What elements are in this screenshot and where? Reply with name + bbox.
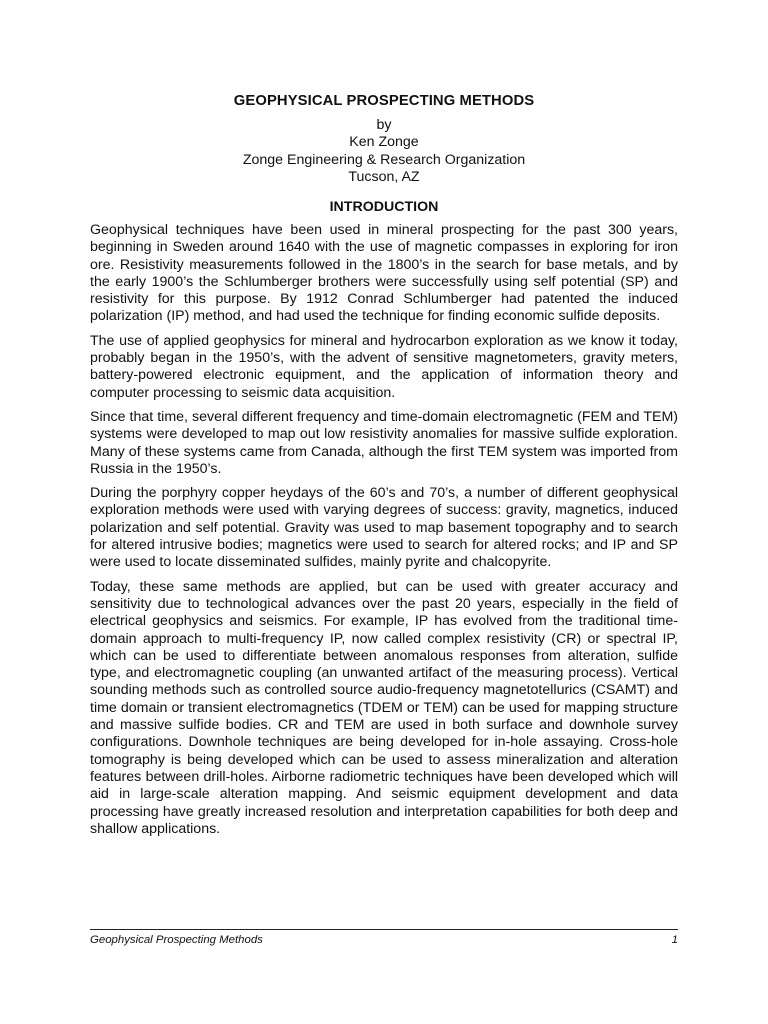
section-heading: INTRODUCTION	[329, 199, 439, 216]
page-footer	[90, 929, 678, 947]
paragraph: Today, these same methods are applied, but can be used with greater accuracy and sensitivity due to technological advances over the past 20 years, especially in the field of electrical geophysics and seismics. For example, IP has evolved from the traditional time-domain approach to multi-frequency IP, now called complex resistivity (CR) or spectral IP, which can be used to differentiate between anomalous responses from alteration, sulfide type, and electromagnetic coupling (an unwanted artifact of the measuring process). Vertical sounding methods such as controlled source audio-frequency magnetotellurics (CSAMT) and time domain or transient electromagnetics (TDEM or TEM) can be used for mapping structure and massive sulfide bodies. CR and TEM are used in both surface and downhole survey configurations. Downhole techniques are being developed for in-hole assaying. Cross-hole tomography is being developed which can be used to assess mineralization and alteration features between drill-holes. Airborne radiometric techniques have been developed which will aid in large-scale alteration mapping. And seismic equipment development and data processing have greatly increased resolution and interpretation capabilities for both deep and shallow applications.	[90, 578, 678, 837]
byline	[90, 117, 678, 186]
title-block	[90, 90, 678, 218]
paragraph: During the porphyry copper heydays of the 60’s and 70’s, a number of different geophysical exploration methods were used with varying degrees of success: gravity, magnetics, induced polarization and self potential. Gravity was used to map basement topography and to search for altered intrusive bodies; magnetics were used to search for altered rocks; and IP and SP were used to locate disseminated sulfides, mainly pyrite and chalcopyrite.	[90, 485, 678, 571]
author-organization: Zonge Engineering & Research Organization	[242, 151, 526, 168]
paragraph: Since that time, several different frequency and time-domain electromagnetic (FEM and TEM) systems were developed to map out low resistivity anomalies for massive sulfide exploration. Many of these systems came from Canada, although the first TEM system was imported from Russia in the 1950’s.	[90, 408, 678, 477]
document-title: GEOPHYSICAL PROSPECTING METHODS	[233, 93, 535, 109]
paragraph: Geophysical techniques have been used in mineral prospecting for the past 300 years, beginning in Sweden around 1640 with the use of magnetic compasses in exploring for iron ore. Resistivity measurements followed in the 1800’s in the search for base metals, and by the early 1900’s the Schlumberger brothers were successfully using self potential (SP) and resistivity for this purpose. By 1912 Conrad Schlumberger had patented the induced polarization (IP) method, and had used the technique for finding economic sulfide deposits.	[90, 222, 678, 325]
byline-by: by	[376, 117, 392, 133]
author-location: Tucson, AZ	[348, 168, 420, 185]
page-number: 1	[671, 934, 678, 946]
paragraph: The use of applied geophysics for mineral and hydrocarbon exploration as we know it today, probably began in the 1950’s, with the advent of sensitive magnetometers, gravity meters, battery-powered electronic equipment, and the application of information theory and computer processing to seismic data acquisition.	[90, 332, 678, 401]
footer-running-title: Geophysical Prospecting Methods	[90, 934, 263, 946]
author-name: Ken Zonge	[349, 134, 419, 151]
body-text	[90, 222, 678, 845]
